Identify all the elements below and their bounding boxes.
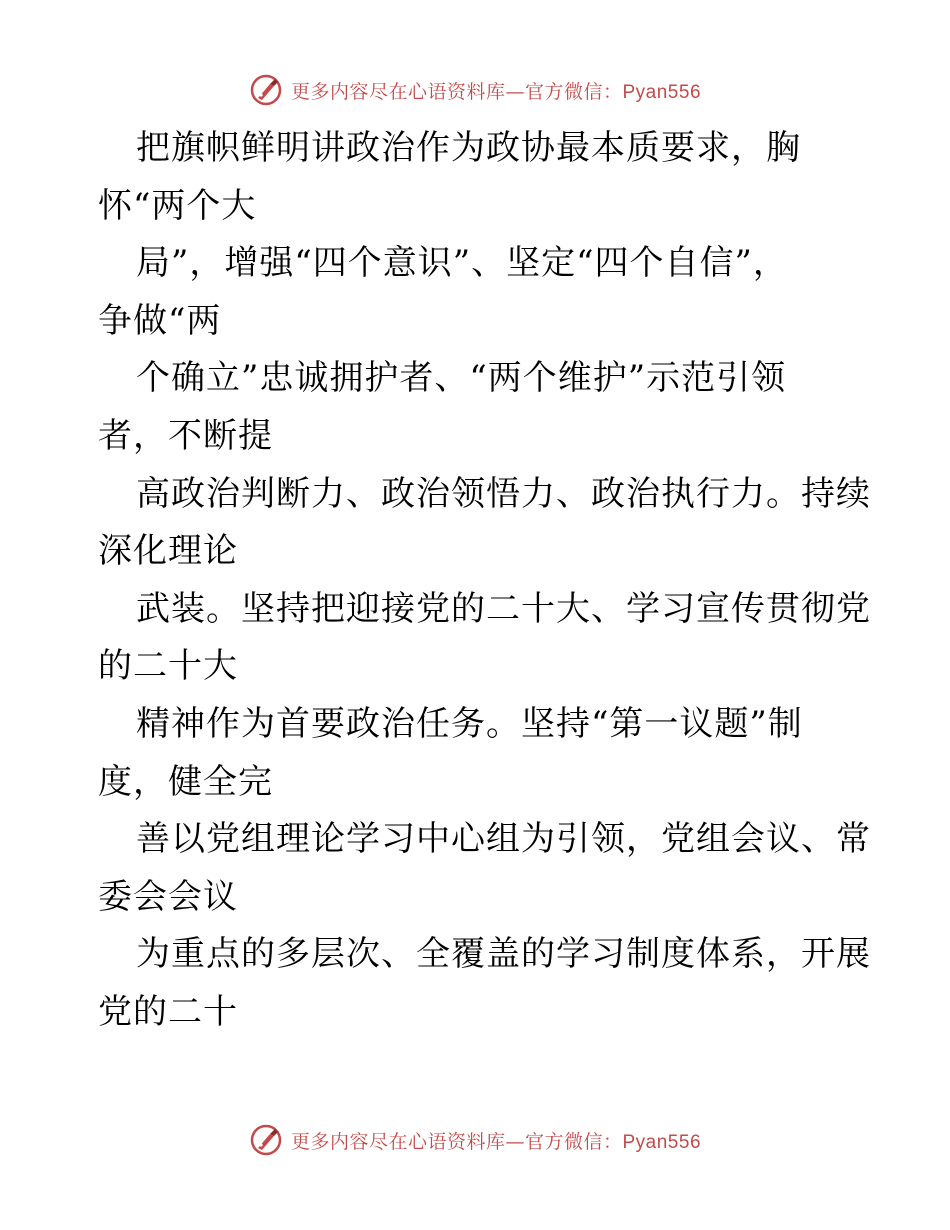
text-line: 争做“两 [98,300,222,341]
pen-nib-logo-icon [249,73,283,107]
text-line: 善以党组理论学习中心组为引领，党组会议、常 [136,819,871,860]
watermark-text: 更多内容尽在心语资料库—官方微信：Pyan556 [290,1130,702,1153]
text-line: 把旗帜鲜明讲政治作为政协最本质要求，胸 [136,128,801,168]
text-line: 个确立”忠诚拥护者、“两个维护”示范引领 [136,358,787,399]
footer-watermark [0,1120,950,1160]
watermark-text: 更多内容尽在心语资料库—官方微信：Pyan556 [290,80,702,103]
text-line: 度，健全完 [98,761,273,802]
text-line: 高政治判断力、政治领悟力、政治执行力。持续 [136,473,871,514]
document-body [98,120,871,1042]
pen-nib-logo-icon [249,1123,283,1157]
watermark-wechat-id: Pyan556 [622,81,702,103]
text-line: 党的二十 [98,991,238,1032]
text-line: 的二十大 [98,646,238,687]
text-line: 武装。坚持把迎接党的二十大、学习宣传贯彻党 [136,588,871,629]
text-line: 精神作为首要政治任务。坚持“第一议题”制 [136,703,803,744]
text-line: 委会会议 [98,876,238,917]
text-line: 者，不断提 [98,415,273,456]
text-line: 为重点的多层次、全覆盖的学习制度体系，开展 [136,934,871,975]
text-line: 怀“两个大 [98,185,257,226]
text-line: 深化理论 [98,531,238,572]
header-watermark [0,70,950,110]
text-line: 局”，增强“四个意识”、坚定“四个自信”， [136,243,788,284]
watermark-wechat-id: Pyan556 [622,1131,702,1153]
